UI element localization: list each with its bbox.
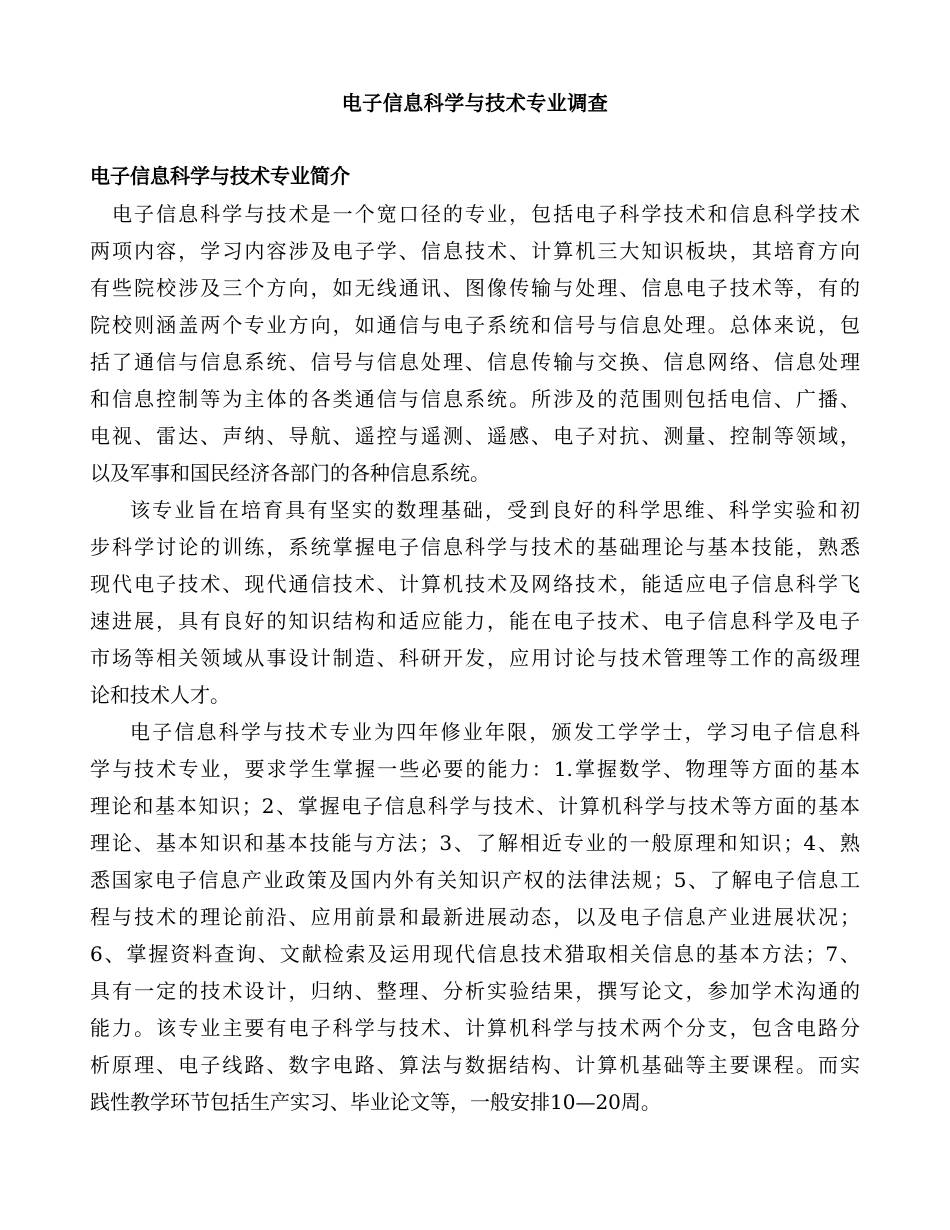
paragraph-line: 市场等相关领域从事设计制造、科研开发，应用讨论与技术管理等工作的高级理 — [90, 646, 860, 670]
paragraph-requirements — [90, 714, 860, 1121]
paragraph-line: 悉国家电子信息产业政策及国内外有关知识产权的法律法规；5、了解电子信息工 — [90, 868, 860, 892]
section-heading: 电子信息科学与技术专业简介 — [90, 164, 350, 188]
paragraph-line: 两项内容，学习内容涉及电子学、信息技术、计算机三大知识板块，其培育方向 — [90, 239, 860, 263]
document-title: 电子信息科学与技术专业调查 — [341, 91, 609, 115]
paragraph-line: 以及军事和国民经济各部门的各种信息系统。 — [90, 461, 490, 485]
paragraph-line: 理论和基本知识；2、掌握电子信息科学与技术、计算机科学与技术等方面的基本 — [90, 794, 860, 818]
paragraph-line: 速进展，具有良好的知识结构和适应能力，能在电子技术、电子信息科学及电子 — [90, 609, 860, 633]
paragraph-line: 和信息控制等为主体的各类通信与信息系统。所涉及的范围则包括电信、广播、 — [90, 387, 860, 411]
paragraph-line: 现代电子技术、现代通信技术、计算机技术及网络技术，能适应电子信息科学飞 — [90, 572, 860, 596]
paragraph-line: 院校则涵盖两个专业方向，如通信与电子系统和信号与信息处理。总体来说，包 — [90, 313, 860, 337]
paragraph-line: 该专业旨在培育具有坚实的数理基础，受到良好的科学思维、科学实验和初 — [130, 498, 860, 522]
paragraph-line: 程与技术的理论前沿、应用前景和最新进展动态，以及电子信息产业进展状况； — [90, 905, 860, 929]
paragraph-line: 电子信息科学与技术专业为四年修业年限，颁发工学学士，学习电子信息科 — [130, 720, 860, 744]
paragraph-line: 6、掌握资料查询、文献检索及运用现代信息技术猎取相关信息的基本方法；7、 — [90, 942, 860, 966]
paragraph-line: 电子信息科学与技术是一个宽口径的专业，包括电子科学技术和信息科学技术 — [112, 202, 860, 226]
paragraph-line: 电视、雷达、声纳、导航、遥控与遥测、遥感、电子对抗、测量、控制等领域， — [90, 424, 860, 448]
paragraph-line: 析原理、电子线路、数字电路、算法与数据结构、计算机基础等主要课程。而实 — [90, 1053, 860, 1077]
paragraph-line: 理论、基本知识和基本技能与方法；3、了解相近专业的一般原理和知识；4、熟 — [90, 831, 860, 855]
paragraph-objectives — [90, 492, 860, 714]
paragraph-line: 能力。该专业主要有电子科学与技术、计算机科学与技术两个分支，包含电路分 — [90, 1016, 860, 1040]
paragraph-line: 有些院校涉及三个方向，如无线通讯、图像传输与处理、信息电子技术等，有的 — [90, 276, 860, 300]
paragraph-intro — [90, 196, 860, 492]
paragraph-line: 践性教学环节包括生产实习、毕业论文等，一般安排10—20周。 — [90, 1090, 661, 1114]
paragraph-line: 步科学讨论的训练，系统掌握电子信息科学与技术的基础理论与基本技能，熟悉 — [90, 535, 860, 559]
paragraph-line: 括了通信与信息系统、信号与信息处理、信息传输与交换、信息网络、信息处理 — [90, 350, 860, 374]
paragraph-line: 具有一定的技术设计，归纳、整理、分析实验结果，撰写论文，参加学术沟通的 — [90, 979, 860, 1003]
paragraph-line: 学与技术专业，要求学生掌握一些必要的能力：1.掌握数学、物理等方面的基本 — [90, 757, 860, 781]
paragraph-line: 论和技术人才。 — [90, 683, 230, 707]
